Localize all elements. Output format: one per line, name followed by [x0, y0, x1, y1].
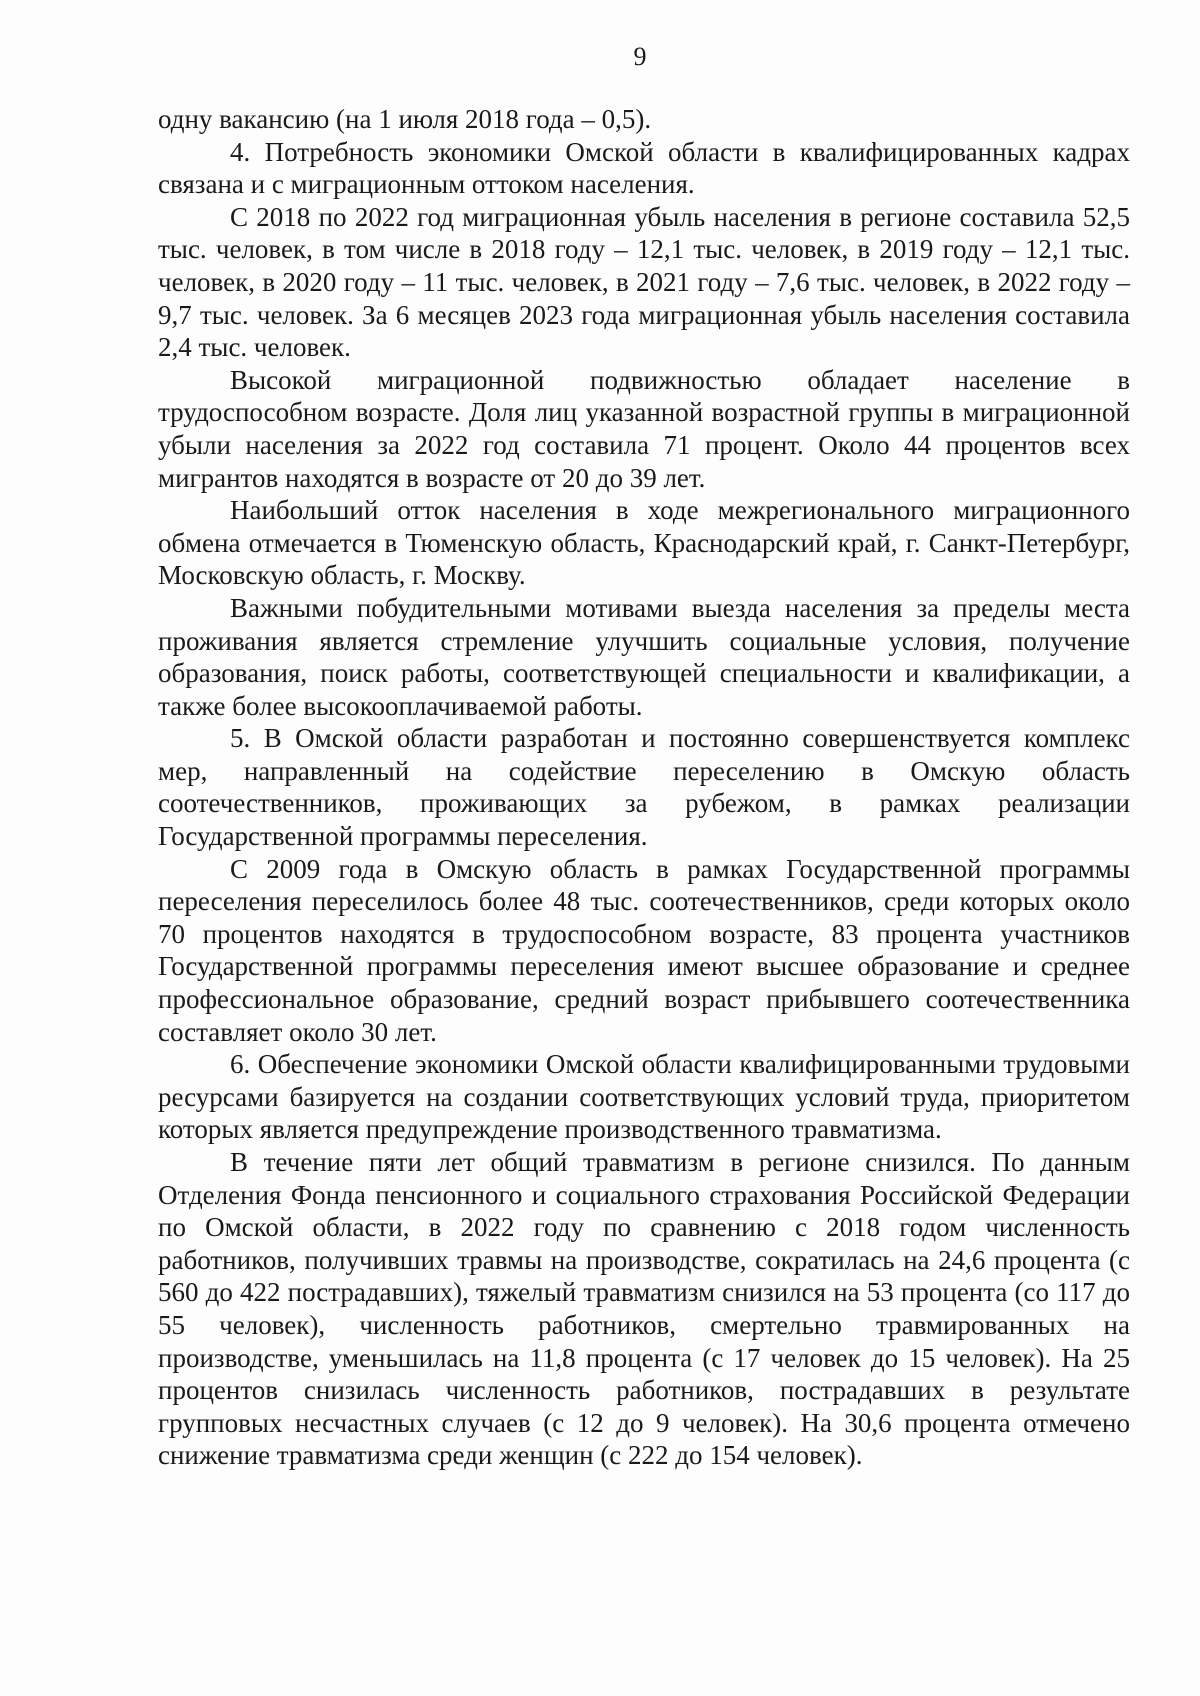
body-text — [158, 103, 1130, 1472]
paragraph: Важными побудительными мотивами выезда населения за пределы места проживания является стремление улучшить социальные условия, получение образования, поиск работы, соответствующей специальности и квалификации, а также более высокооплачиваемой работы. — [158, 592, 1130, 721]
paragraph: Высокой миграционной подвижностью обладает население в трудоспособном возрасте. Доля лиц указанной возрастной группы в миграционной убыли населения за 2022 год составила 71 процент. Около 44 процентов всех мигрантов находятся в возрасте от 20 до 39 лет. — [158, 364, 1130, 493]
paragraph: 6. Обеспечение экономики Омской области квалифицированными трудовыми ресурсами базируется на создании соответствующих условий труда, приоритетом которых является предупреждение производственного травматизма. — [158, 1049, 1130, 1145]
paragraph: С 2009 года в Омскую область в рамках Государственной программы переселения переселилось более 48 тыс. соотечественников, среди которых около 70 процентов находятся в трудоспособном возрасте, 83 процента участников Государственной программы переселения имеют высшее образование и среднее профессиональное образование, средний возраст прибывшего соотечественника составляет около 30 лет. — [158, 853, 1130, 1047]
paragraph: Наибольший отток населения в ходе межрегионального миграционного обмена отмечается в Тюменскую область, Краснодарский край, г. Санкт-Петербург, Московскую область, г. Москву. — [158, 495, 1130, 591]
paragraph: В течение пяти лет общий травматизм в регионе снизился. По данным Отделения Фонда пенсионного и социального страхования Российской Федерации по Омской области, в 2022 году по сравнению с 2018 годом численность работников, получивших травмы на производстве, сократилась на 24,6 процента (с 560 до 422 пострадавших), тяжелый травматизм снизился на 53 процента (со 117 до 55 человек), численность работников, смертельно травмированных на производстве, уменьшилась на 11,8 процента (с 17 человек до 15 человек). На 25 процентов снизилась численность работников, пострадавших в результате групповых несчастных случаев (с 12 до 9 человек). На 30,6 процента отмечено снижение травматизма среди женщин (с 222 до 154 человек). — [158, 1147, 1130, 1471]
paragraph: 4. Потребность экономики Омской области в квалифицированных кадрах связана и с миграционным оттоком населения. — [158, 136, 1130, 200]
paragraph: С 2018 по 2022 год миграционная убыль населения в регионе составила 52,5 тыс. человек, в том числе в 2018 году – 12,1 тыс. человек, в 2019 году – 12,1 тыс. человек, в 2020 году – 11 тыс. человек, в 2021 году – 7,6 тыс. человек, в 2022 году – 9,7 тыс. человек. За 6 месяцев 2023 года миграционная убыль населения составила 2,4 тыс. человек. — [158, 201, 1130, 363]
paragraph: 5. В Омской области разработан и постоянно совершенствуется комплекс мер, направленный на содействие переселению в Омскую область соотечественников, проживающих за рубежом, в рамках реализации Государственной программы переселения. — [158, 723, 1130, 852]
page-number: 9 — [633, 42, 647, 71]
paragraph: одну вакансию (на 1 июля 2018 года – 0,5). — [158, 104, 652, 134]
